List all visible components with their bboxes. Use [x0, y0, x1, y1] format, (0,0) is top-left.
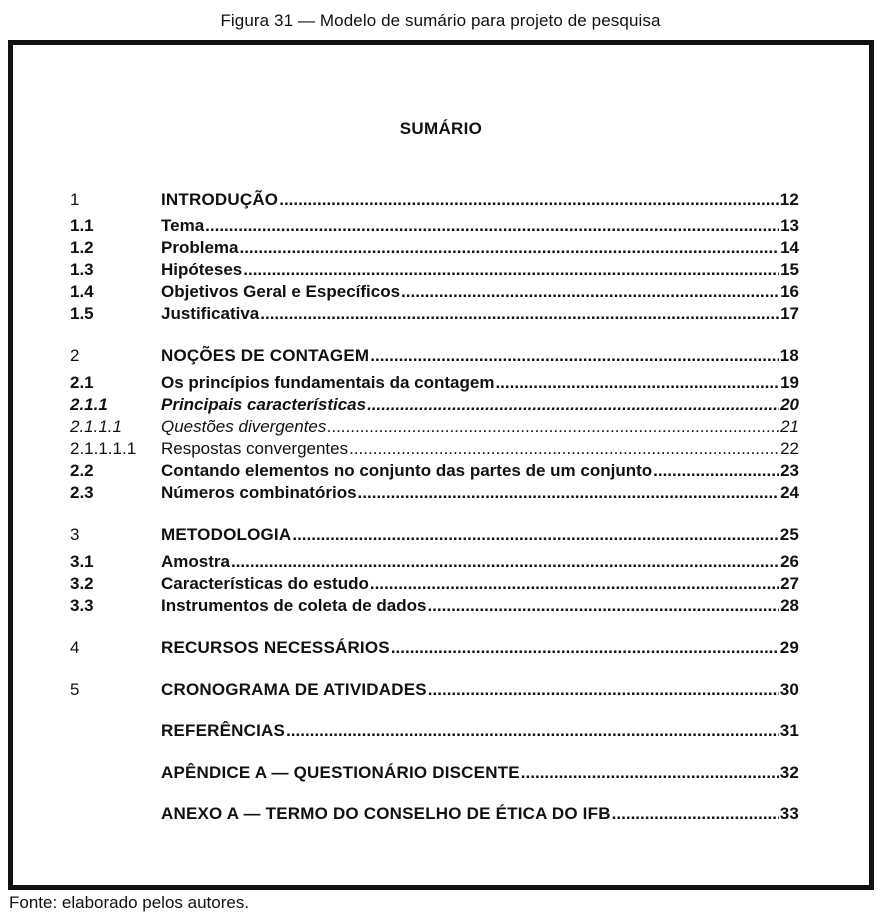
dot-leader	[428, 679, 779, 701]
toc-entry-number: 4	[70, 638, 80, 657]
dot-leader	[612, 803, 779, 825]
toc-entry	[13, 303, 869, 325]
dot-leader	[327, 416, 779, 438]
toc-entry-number: 3.3	[70, 596, 94, 615]
toc-entry	[13, 573, 869, 595]
toc-entry	[13, 595, 869, 617]
toc-entry-page: 15	[780, 260, 799, 279]
dot-leader	[260, 303, 779, 325]
toc-entry-page: 24	[780, 483, 799, 502]
dot-leader	[358, 482, 780, 504]
toc-entry-title: Amostra	[161, 552, 230, 571]
toc-entry	[13, 394, 869, 416]
toc-entry-title: Hipóteses	[161, 260, 243, 279]
toc-entry	[13, 281, 869, 303]
toc-entry	[13, 551, 869, 573]
toc-entry-title: Justificativa	[161, 304, 260, 323]
toc-entry-title: Principais características	[161, 395, 367, 414]
toc-entry-number: 1.3	[70, 260, 94, 279]
dot-leader	[367, 394, 779, 416]
toc-entry	[13, 460, 869, 482]
dot-leader	[231, 551, 779, 573]
toc-entry-page: 20	[780, 395, 799, 414]
toc-entry-title: CRONOGRAMA DE ATIVIDADES	[161, 680, 427, 699]
toc-entry-page: 23	[780, 461, 799, 480]
toc-entry	[13, 524, 869, 546]
toc-entry	[13, 215, 869, 237]
dot-leader	[292, 524, 778, 546]
toc-entry	[13, 189, 869, 211]
toc-entry-number: 1.1	[70, 216, 94, 235]
toc-entry-page: 32	[779, 763, 799, 782]
toc-entry-number: 3	[70, 525, 80, 544]
toc-title: SUMÁRIO	[399, 119, 483, 138]
toc-entry-page: 18	[779, 346, 799, 365]
toc-entry-number: 1.5	[70, 304, 94, 323]
toc-entry-number: 1.4	[70, 282, 94, 301]
toc-entry-title: ANEXO A — TERMO DO CONSELHO DE ÉTICA DO IFB	[161, 804, 611, 823]
toc-entry-page: 17	[780, 304, 799, 323]
toc-entry	[13, 259, 869, 281]
toc-entry-page: 14	[780, 238, 799, 257]
dot-leader	[370, 573, 779, 595]
toc-entry	[13, 372, 869, 394]
toc-entry-title: Características do estudo	[161, 574, 369, 593]
toc-entry-title: Questões divergentes	[161, 417, 327, 436]
toc-entry-number: 1	[70, 190, 80, 209]
toc-entry-number: 5	[70, 680, 80, 699]
figure-caption: Figura 31 — Modelo de sumário para projeto de pesquisa	[220, 11, 661, 30]
toc-entry-number: 1.2	[70, 238, 94, 257]
toc-entry-page: 12	[779, 190, 799, 209]
dot-leader	[239, 237, 779, 259]
toc-entry-title: APÊNDICE A — QUESTIONÁRIO DISCENTE	[161, 763, 520, 782]
toc-entry-page: 27	[780, 574, 799, 593]
toc-list	[13, 45, 869, 885]
figure-source: Fonte: elaborado pelos autores.	[9, 893, 250, 912]
toc-entry-page: 19	[780, 373, 799, 392]
dot-leader	[401, 281, 779, 303]
toc-entry-page: 28	[780, 596, 799, 615]
toc-entry	[13, 237, 869, 259]
toc-entry-page: 22	[780, 439, 799, 458]
toc-entry-number: 2.3	[70, 483, 94, 502]
toc-entry	[13, 762, 869, 784]
toc-entry-page: 16	[780, 282, 799, 301]
toc-entry-title: Números combinatórios	[161, 483, 357, 502]
dot-leader	[243, 259, 779, 281]
toc-entry-title: REFERÊNCIAS	[161, 721, 286, 740]
dot-leader	[521, 762, 779, 784]
toc-entry-title: Contando elementos no conjunto das partes de um conjunto	[161, 461, 653, 480]
toc-entry-number: 3.2	[70, 574, 94, 593]
toc-entry-title: Tema	[161, 216, 205, 235]
toc-entry	[13, 803, 869, 825]
toc-entry-title: Instrumentos de coleta de dados	[161, 596, 427, 615]
toc-entry	[13, 438, 869, 460]
dot-leader	[370, 345, 778, 367]
dot-leader	[286, 720, 779, 742]
toc-entry	[13, 720, 869, 742]
dot-leader	[279, 189, 778, 211]
toc-entry-title: RECURSOS NECESSÁRIOS	[161, 638, 390, 657]
toc-entry-title: Respostas convergentes	[161, 439, 349, 458]
toc-entry-page: 31	[779, 721, 799, 740]
dot-leader	[653, 460, 779, 482]
toc-entry	[13, 345, 869, 367]
toc-entry-number: 2.1	[70, 373, 94, 392]
toc-entry-page: 25	[779, 525, 799, 544]
toc-entry-page: 29	[779, 638, 799, 657]
toc-entry	[13, 637, 869, 659]
dot-leader	[349, 438, 779, 460]
toc-entry-number: 2	[70, 346, 80, 365]
toc-entry-number: 2.2	[70, 461, 94, 480]
dot-leader	[495, 372, 779, 394]
dot-leader	[205, 215, 779, 237]
toc-entry	[13, 679, 869, 701]
toc-entry	[13, 482, 869, 504]
dot-leader	[391, 637, 779, 659]
dot-leader	[427, 595, 779, 617]
toc-entry-number: 2.1.1.1	[70, 417, 122, 436]
toc-entry-page: 21	[780, 417, 799, 436]
toc-entry-page: 33	[779, 804, 799, 823]
toc-entry-title: NOÇÕES DE CONTAGEM	[161, 346, 370, 365]
toc-entry-page: 13	[780, 216, 799, 235]
toc-entry-title: METODOLOGIA	[161, 525, 292, 544]
toc-entry-title: INTRODUÇÃO	[161, 190, 279, 209]
toc-entry-page: 26	[780, 552, 799, 571]
toc-entry-title: Os princípios fundamentais da contagem	[161, 373, 495, 392]
toc-entry-number: 2.1.1	[70, 395, 108, 414]
toc-entry-title: Objetivos Geral e Específicos	[161, 282, 401, 301]
toc-entry-number: 2.1.1.1.1	[70, 439, 137, 458]
toc-entry-title: Problema	[161, 238, 239, 257]
toc-entry-number: 3.1	[70, 552, 94, 571]
toc-entry-page: 30	[779, 680, 799, 699]
toc-entry	[13, 416, 869, 438]
toc-frame	[8, 40, 874, 890]
